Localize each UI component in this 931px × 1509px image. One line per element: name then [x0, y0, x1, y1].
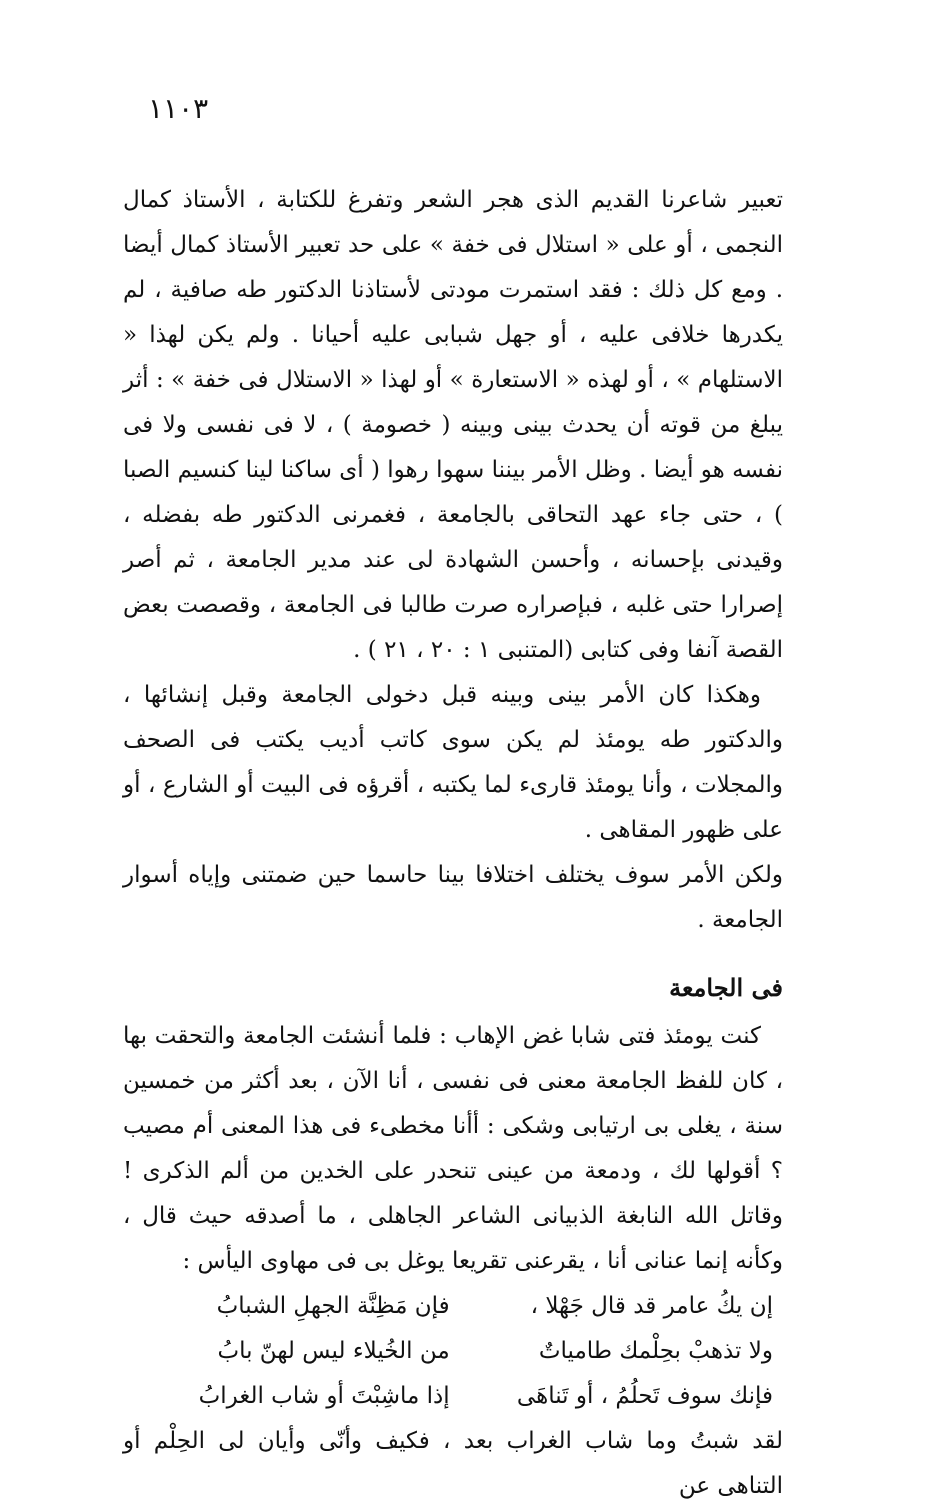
- paragraph: كنت يومئذ فتى شابا غض الإهاب : فلما أنشئت الجامعة والتحقت بها ، كان للفظ الجامعة معنى فى نفسى ، أنا الآن ، بعد أكثر من خمسين سنة ، يغلى بى ارتيابى وشكى : أأنا مخطىء فى هذا المعنى أم مصيب ؟ أقولها لك ، ودمعة من عينى تنحدر على الخدين من ألم الذكرى ! وقاتل الله النابغة الذبيانى الشاعر الجاهلى ، ما أصدقه حيث قال ، وكأنه إنما عنانى أنا ، يقرعنى تقريعا يوغل بى فى مهاوى اليأس :: [123, 1023, 783, 1274]
- paragraph: لقد شبتُ وما شاب الغراب بعد ، فكيف وأنّى وأيان لى الحِلْم أو التناهى عن: [123, 1428, 783, 1499]
- verse-second-half: فإن مَظِنَّة الجهلِ الشبابُ: [216, 1293, 450, 1319]
- page-body: [123, 178, 783, 1509]
- verse-first-half: ولا تذهبْ بحِلْمك طامياتٌ: [538, 1338, 773, 1364]
- poem: [123, 1284, 783, 1419]
- verse-second-half: من الخُيلاء ليس لهنّ بابُ: [217, 1338, 450, 1364]
- verse-second-half: إذا ماشِبْتَ أو شاب الغرابُ: [198, 1383, 450, 1409]
- paragraph: وهكذا كان الأمر بينى وبينه قبل دخولى الجامعة وقبل إنشائها ، والدكتور طه يومئذ لم يكن سوى كاتب أديب يكتب فى الصحف والمجلات ، وأنا يومئذ قارىء لما يكتبه ، أقرؤه فى البيت أو الشارع ، أو على ظهور المقاهى .: [123, 682, 783, 843]
- paragraph: تعبير شاعرنا القديم الذى هجر الشعر وتفرغ للكتابة ، الأستاذ كمال النجمى ، أو على « استلال فى خفة » على حد تعبير الأستاذ كمال أيضا . ومع كل ذلك : فقد استمرت مودتى لأستاذنا الدكتور طه صافية ، لم يكدرها خلافى عليه ، أو جهل شبابى عليه أحيانا . ولم يكن لهذا « الاستلهام » ، أو لهذه « الاستعارة » أو لهذا « الاستلال فى خفة » : أثر يبلغ من قوته أن يحدث بينى وبينه ( خصومة ) ، لا فى نفسى ولا فى نفسه هو أيضا . وظل الأمر بيننا سهوا رهوا ( أى ساكنا لينا كنسيم الصبا ) ، حتى جاء عهد التحاقى بالجامعة ، فغمرنى الدكتور طه بفضله ، وقيدنى بإحسانه ، وأحسن الشهادة لى عند مدير الجامعة ، ثم أصر إصرارا حتى غلبه ، فبإصراره صرت طالبا فى الجامعة ، وقصصت بعض القصة آنفا وفى كتابى (المتنبى ١ : ٢٠ ، ٢١ ) .: [123, 187, 783, 663]
- poem-verse: [123, 1284, 783, 1329]
- verse-first-half: إن يكُ عامر قد قال جَهْلا ،: [530, 1293, 773, 1319]
- paragraph: ولكن الأمر سوف يختلف اختلافا بينا حاسما حين ضمتنى وإياه أسوار الجامعة .: [123, 862, 783, 933]
- poem-verse: [123, 1329, 783, 1374]
- page-number: ١١٠٣: [148, 92, 209, 125]
- verse-first-half: فإنك سوف تَحلُمُ ، أو تَناهَى: [516, 1383, 773, 1409]
- poem-verse: [123, 1374, 783, 1419]
- section-heading: فى الجامعة: [669, 973, 783, 1002]
